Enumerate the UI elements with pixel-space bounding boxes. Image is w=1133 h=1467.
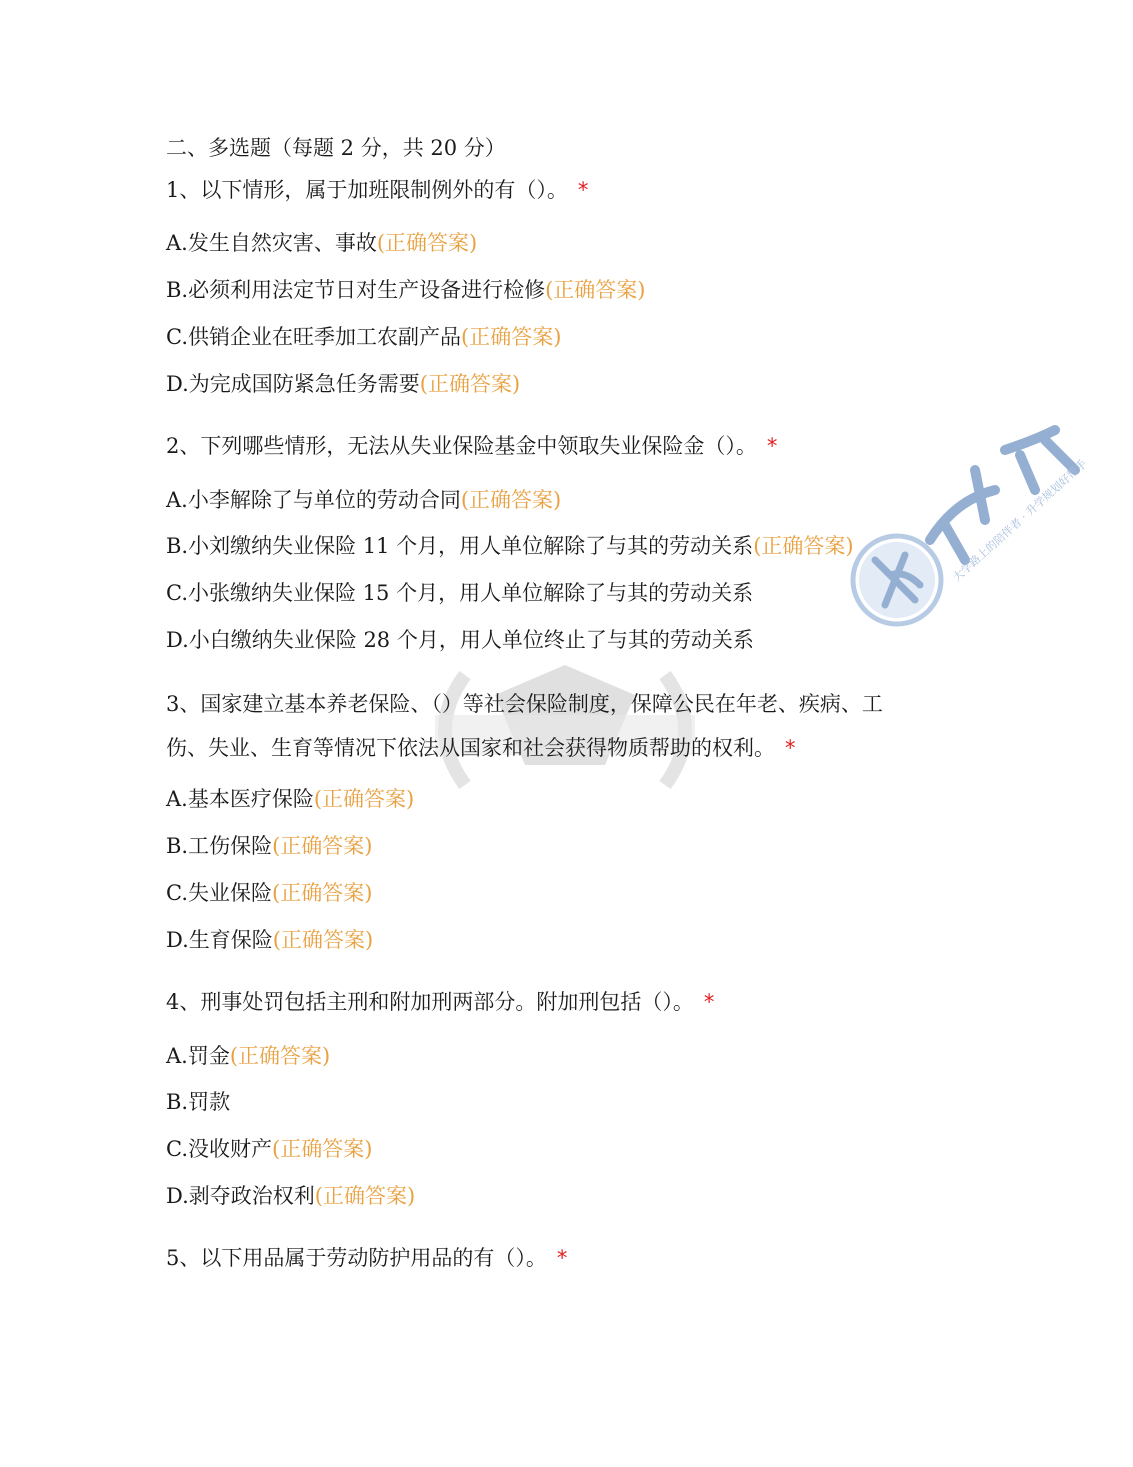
question-text: 3、国家建立基本养老保险、（）等社会保险制度，保障公民在年老、疾病、工 [166,692,883,716]
correct-answer-tag: (正确答案) [272,834,373,858]
question-text: 5、以下用品属于劳动防护用品的有（）。 [166,1246,547,1270]
question-stem [166,734,796,762]
question-stem [166,432,777,460]
option-text: B.小刘缴纳失业保险 11 个月，用人单位解除了与其的劳动关系 [166,534,754,558]
option-text: C.没收财产 [166,1137,272,1161]
brand-watermark-logo [845,410,1105,650]
required-star: * [785,736,796,760]
answer-option [166,486,561,514]
option-text: B.必须利用法定节日对生产设备进行检修 [166,278,546,302]
correct-answer-tag: (正确答案) [753,534,854,558]
answer-option [166,926,373,954]
correct-answer-tag: (正确答案) [272,928,374,952]
correct-answer-tag: (正确答案) [419,372,521,396]
answer-option [166,785,414,813]
option-text: A.小李解除了与单位的劳动合同 [166,488,461,512]
correct-answer-tag: (正确答案) [314,1184,416,1208]
question-text: 伤、失业、生育等情况下依法从国家和社会获得物质帮助的权利。 [166,736,775,760]
option-text: C.失业保险 [166,881,272,905]
option-text: B.工伤保险 [166,834,273,858]
option-text: B.罚款 [166,1090,231,1114]
answer-option [166,276,646,304]
required-star: * [577,178,589,202]
answer-option [166,832,373,860]
answer-option [166,579,753,607]
answer-option [166,1088,230,1116]
answer-option [166,879,372,907]
question-text: 4、刑事处罚包括主刑和附加刑两部分。附加刑包括（）。 [166,990,694,1014]
answer-option [166,1042,330,1070]
option-text: A.罚金 [166,1044,230,1068]
question-stem [166,176,588,204]
correct-answer-tag: (正确答案) [545,278,646,302]
correct-answer-tag: (正确答案) [272,1137,373,1161]
answer-option [166,323,561,351]
option-text: D.为完成国防紧急任务需要 [166,372,420,396]
option-text: D.小白缴纳失业保险 28 个月，用人单位终止了与其的劳动关系 [166,628,754,652]
correct-answer-tag: (正确答案) [313,787,415,811]
center-watermark-logo [405,655,725,805]
required-star: * [766,434,778,458]
option-text: A.基本医疗保险 [166,787,314,811]
correct-answer-tag: (正确答案) [376,231,478,255]
answer-option [166,1182,415,1210]
section-title: 二、多选题（每题 2 分，共 20 分） [166,136,506,160]
option-text: A.发生自然灾害、事故 [166,231,377,255]
correct-answer-tag: (正确答案) [461,325,562,349]
required-star: * [703,990,715,1014]
answer-option [166,626,754,654]
question-stem [166,988,714,1016]
correct-answer-tag: (正确答案) [272,881,373,905]
option-text: C.小张缴纳失业保险 15 个月，用人单位解除了与其的劳动关系 [166,581,754,605]
question-stem [166,690,883,718]
correct-answer-tag: (正确答案) [229,1044,331,1068]
correct-answer-tag: (正确答案) [460,488,562,512]
watermark-slogan: 大学路上的陪伴者 · 升学规划好帮手 [950,457,1090,585]
answer-option [166,532,854,560]
option-text: D.生育保险 [166,928,273,952]
question-stem [166,1244,567,1272]
question-text: 1、以下情形，属于加班限制例外的有（）。 [166,178,568,202]
option-text: C.供销企业在旺季加工农副产品 [166,325,461,349]
required-star: * [556,1246,568,1270]
question-text: 2、下列哪些情形，无法从失业保险基金中领取失业保险金（）。 [166,434,757,458]
answer-option [166,1135,372,1163]
answer-option [166,370,520,398]
answer-option [166,229,477,257]
option-text: D.剥夺政治权利 [166,1184,315,1208]
